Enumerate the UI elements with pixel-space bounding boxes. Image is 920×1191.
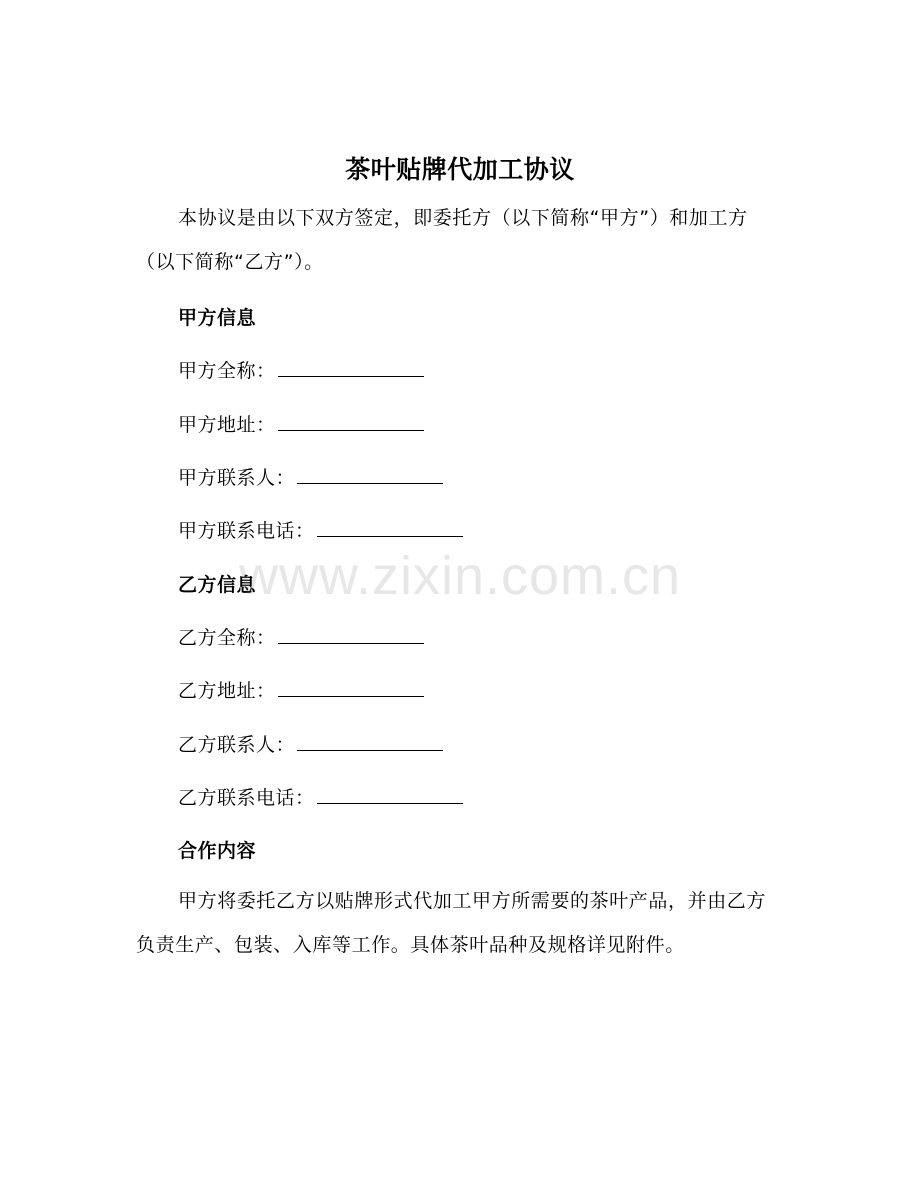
field-label: 甲方联系电话： (178, 520, 315, 542)
party-b-heading: 乙方信息 (178, 574, 257, 596)
fill-in-blank (297, 465, 443, 484)
field-label: 甲方全称： (178, 360, 276, 382)
fill-in-blank (317, 518, 463, 537)
cooperation-paragraph: 甲方将委托乙方以贴牌形式代加工甲方所需要的茶叶产品，并由乙方负责生产、包装、入库等工作。具体茶叶品种及规格详见附件。 (136, 890, 767, 956)
field-label: 乙方地址： (178, 680, 276, 702)
fill-in-blank (278, 358, 424, 377)
document-title: 茶叶贴牌代加工协议 (345, 155, 575, 184)
field-label: 乙方全称： (178, 627, 276, 649)
intro-paragraph: 本协议是由以下双方签定，即委托方（以下简称“甲方”）和加工方（以下简称“乙方”）。 (136, 207, 748, 273)
field-label: 乙方联系电话： (178, 787, 315, 809)
party-a-heading: 甲方信息 (178, 307, 257, 329)
field-label: 甲方联系人： (178, 467, 296, 489)
party-b-address-field (178, 676, 424, 703)
fill-in-blank (278, 678, 424, 697)
fill-in-blank (278, 412, 424, 431)
watermark: www.zixin.com.cn (238, 546, 682, 606)
party-a-address-field (178, 410, 424, 437)
party-a-contact-field (178, 463, 443, 490)
party-b-contact-field (178, 730, 443, 757)
party-b-phone-field (178, 783, 463, 810)
cooperation-heading: 合作内容 (178, 840, 257, 862)
field-label: 乙方联系人： (178, 734, 296, 756)
party-a-name-field (178, 356, 424, 383)
party-a-phone-field (178, 516, 463, 543)
fill-in-blank (317, 785, 463, 804)
fill-in-blank (278, 625, 424, 644)
party-b-name-field (178, 623, 424, 650)
fill-in-blank (297, 732, 443, 751)
field-label: 甲方地址： (178, 414, 276, 436)
